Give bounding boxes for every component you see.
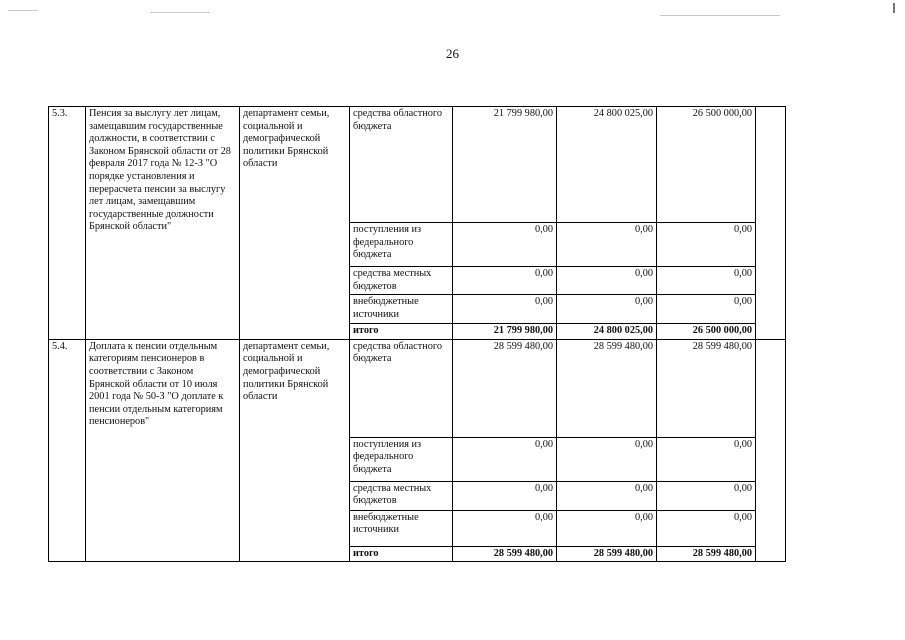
total-cell: 28 599 480,00 bbox=[657, 546, 756, 562]
source-label: внебюджетные источники bbox=[350, 510, 453, 546]
row-index: 5.3. bbox=[49, 107, 86, 340]
value-cell: 0,00 bbox=[453, 437, 557, 481]
source-label: поступления из федерального бюджета bbox=[350, 223, 453, 267]
total-label: итого bbox=[350, 546, 453, 562]
value-cell: 24 800 025,00 bbox=[557, 107, 657, 223]
scan-artifact bbox=[893, 3, 895, 13]
source-label: поступления из федерального бюджета bbox=[350, 437, 453, 481]
value-cell: 0,00 bbox=[657, 267, 756, 295]
source-label: средства местных бюджетов bbox=[350, 267, 453, 295]
value-cell: 0,00 bbox=[453, 295, 557, 324]
value-cell: 0,00 bbox=[453, 223, 557, 267]
value-cell: 21 799 980,00 bbox=[453, 107, 557, 223]
table-row bbox=[49, 339, 786, 437]
total-cell: 28 599 480,00 bbox=[557, 546, 657, 562]
value-cell: 0,00 bbox=[657, 481, 756, 510]
value-cell: 0,00 bbox=[453, 481, 557, 510]
value-cell: 0,00 bbox=[557, 437, 657, 481]
value-cell: 0,00 bbox=[657, 437, 756, 481]
table-row bbox=[49, 107, 786, 223]
value-cell: 0,00 bbox=[557, 267, 657, 295]
scan-artifact bbox=[660, 15, 780, 16]
value-cell: 0,00 bbox=[657, 510, 756, 546]
row-index: 5.4. bbox=[49, 339, 86, 562]
page-number: 26 bbox=[446, 46, 459, 61]
source-label: средства областного бюджета bbox=[350, 107, 453, 223]
empty-cell bbox=[756, 107, 786, 340]
total-label: итого bbox=[350, 324, 453, 340]
total-cell: 26 500 000,00 bbox=[657, 324, 756, 340]
total-cell: 28 599 480,00 bbox=[453, 546, 557, 562]
value-cell: 28 599 480,00 bbox=[557, 339, 657, 437]
value-cell: 0,00 bbox=[453, 267, 557, 295]
value-cell: 0,00 bbox=[557, 481, 657, 510]
source-label: средства местных бюджетов bbox=[350, 481, 453, 510]
budget-table bbox=[48, 106, 786, 562]
measure-name: Пенсия за выслугу лет лицам, замещавшим государственные должности, в соответствии с Законом Брянской области от 28 февраля 2017 года № 12-З "О порядке установления и перерасчета пенсии за выслугу лет лицам, замещавшим государственные должности Брянской области" bbox=[86, 107, 240, 340]
value-cell: 0,00 bbox=[657, 295, 756, 324]
scan-artifact bbox=[150, 12, 210, 13]
empty-cell bbox=[756, 339, 786, 562]
source-label: средства областного бюджета bbox=[350, 339, 453, 437]
value-cell: 0,00 bbox=[453, 510, 557, 546]
total-cell: 21 799 980,00 bbox=[453, 324, 557, 340]
value-cell: 26 500 000,00 bbox=[657, 107, 756, 223]
total-cell: 24 800 025,00 bbox=[557, 324, 657, 340]
value-cell: 0,00 bbox=[657, 223, 756, 267]
value-cell: 28 599 480,00 bbox=[453, 339, 557, 437]
value-cell: 0,00 bbox=[557, 295, 657, 324]
executor: департамент семьи, социальной и демографической политики Брянской области bbox=[240, 107, 350, 340]
value-cell: 0,00 bbox=[557, 223, 657, 267]
scan-artifact bbox=[8, 10, 38, 11]
value-cell: 28 599 480,00 bbox=[657, 339, 756, 437]
source-label: внебюджетные источники bbox=[350, 295, 453, 324]
measure-name: Доплата к пенсии отдельным категориям пенсионеров в соответствии с Законом Брянской области от 10 июля 2001 года № 50-З "О доплате к пенсии отдельным категориям пенсионеров" bbox=[86, 339, 240, 562]
executor: департамент семьи, социальной и демографической политики Брянской области bbox=[240, 339, 350, 562]
value-cell: 0,00 bbox=[557, 510, 657, 546]
